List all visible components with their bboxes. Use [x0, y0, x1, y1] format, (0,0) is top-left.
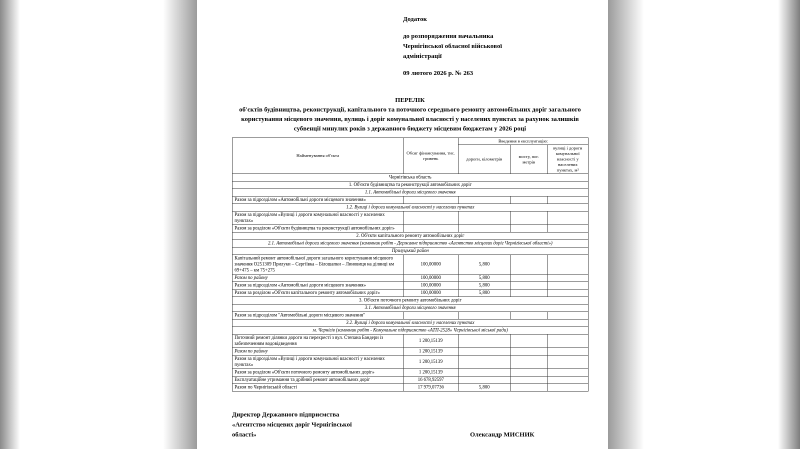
table-row — [232, 355, 588, 369]
table-row — [232, 232, 588, 240]
row-value: 16 678,92597 — [403, 376, 458, 384]
title-subtitle: об'єктів будівництва, реконструкції, капітального та поточного середнього ремонту автомобільних доріг загального користування місцевого значення, вулиць і доріг комунальної власності у населених пунктах за рахунок залишків субвенції минулих років з державного бюджету місцевим бюджетам у 2026 році — [239, 105, 581, 132]
table-row — [232, 304, 588, 312]
row-label: 3.2. Вулиці і дороги комунальної власності у населених пунктах — [232, 319, 588, 327]
table-row — [232, 319, 588, 327]
row-label: Разом за підрозділом «Автомобільні дороги місцевого значення» — [232, 196, 403, 204]
table-row — [232, 247, 588, 255]
row-value — [547, 355, 588, 369]
row-value — [510, 355, 547, 369]
row-value — [458, 196, 510, 204]
table-row — [232, 181, 588, 189]
row-value: 17 979,07736 — [403, 384, 458, 392]
row-value — [403, 225, 458, 233]
row-value — [510, 282, 547, 290]
col-header-bridge-m: мосту, пог. метрів — [510, 145, 547, 174]
row-label: Поточний ремонт ділянки дороги на перехресті з вул. Степана Бандери із забезпеченням водовідведення — [232, 334, 403, 348]
row-label: Разом за підрозділом «Вулиці і дороги комунальної власності у населених пунктах» — [232, 211, 403, 225]
row-value — [510, 334, 547, 348]
row-value — [547, 282, 588, 290]
signer-name: Олександр МИСНИК — [470, 430, 535, 438]
order-date-number: 09 лютого 2026 р. № 263 — [403, 69, 474, 77]
table-row — [232, 274, 588, 282]
row-value: 5,800 — [458, 289, 510, 297]
row-value: 1 200,15139 — [403, 334, 458, 348]
row-value — [510, 211, 547, 225]
row-value — [458, 369, 510, 377]
row-label: Разом за підрозділом «Автомобільні дороги місцевого значення» — [232, 282, 403, 290]
table-row — [232, 384, 588, 392]
row-label: 2.1. Автомобільні дороги місцевого значення (замовник робіт - Державне підприємство «Агентство місцевих доріг Чернігівської області») — [232, 240, 588, 248]
row-value — [547, 289, 588, 297]
screen-edge-left — [0, 0, 20, 449]
table-row — [232, 334, 588, 348]
col-header-financing: Обсяг фінансування, тис. гривень — [403, 138, 458, 174]
row-label: Разом по району — [232, 274, 403, 282]
header-line: Додаток — [403, 15, 428, 23]
row-label: Разом за розділом «Об'єкти капітального ремонту автомобільних доріг» — [232, 289, 403, 297]
table-row — [232, 196, 588, 204]
title-heading: ПЕРЕЛІК — [395, 96, 425, 104]
row-value — [403, 312, 458, 320]
row-label: Разом по району — [232, 348, 403, 356]
row-value — [458, 348, 510, 356]
col-header-name: Найменування об'єкта — [232, 138, 403, 174]
row-value — [458, 355, 510, 369]
row-value — [547, 274, 588, 282]
table-row — [232, 174, 588, 182]
row-value — [547, 376, 588, 384]
row-value: 100,00000 — [403, 274, 458, 282]
table-row — [232, 204, 588, 212]
row-label: Разом за підрозділом "Автомобільні дороги місцевого значення" — [232, 312, 403, 320]
row-label: Разом за розділом «Об'єкти поточного ремонту автомобільних доріг» — [232, 369, 403, 377]
row-value — [510, 376, 547, 384]
row-value: 1 200,15139 — [403, 348, 458, 356]
table-row — [232, 189, 588, 197]
row-label: Разом по Чернігівській області — [232, 384, 403, 392]
document-title — [232, 95, 588, 133]
row-value — [547, 348, 588, 356]
row-value — [547, 225, 588, 233]
table-row — [232, 297, 588, 305]
row-value — [547, 255, 588, 275]
row-value — [458, 211, 510, 225]
row-value: 1 200,15139 — [403, 355, 458, 369]
table-body — [232, 174, 588, 392]
table-header-row — [232, 138, 588, 145]
table-row — [232, 289, 588, 297]
header-line: до розпорядження начальника — [403, 32, 494, 40]
row-value — [547, 384, 588, 392]
row-value — [510, 255, 547, 275]
header-right-block — [403, 14, 588, 78]
row-value — [510, 384, 547, 392]
row-value — [403, 196, 458, 204]
header-line: адміністрації — [403, 52, 442, 60]
row-value — [458, 376, 510, 384]
row-value — [510, 312, 547, 320]
row-label: м. Чернігів (замовник робіт - Комунальне підприємство «АТП-2528» Чернігівської міської ради) — [232, 327, 588, 335]
row-value — [510, 274, 547, 282]
page-shadow-left — [163, 0, 197, 449]
row-value — [547, 211, 588, 225]
col-header-roads-km: дороги, кілометрів — [458, 145, 510, 174]
table-row — [232, 282, 588, 290]
row-label: 3.1. Автомобільні дороги місцевого значення — [232, 304, 588, 312]
row-label: 2. Об'єкти капітального ремонту автомобільних доріг — [232, 232, 588, 240]
table-row — [232, 376, 588, 384]
row-label: Прилуцький район — [232, 247, 588, 255]
row-value — [547, 334, 588, 348]
row-label: 3. Об'єкти поточного ремонту автомобільних доріг — [232, 297, 588, 305]
row-value — [510, 196, 547, 204]
row-value: 5,800 — [458, 282, 510, 290]
row-value — [458, 312, 510, 320]
row-label: Капітальний ремонт автомобільної дороги загального користування місцевого значення О251309 Прилуки – Сергіївка – Білошапки – Линовиця на ділянці км 69+475 – км 75+275 — [232, 255, 403, 275]
objects-table — [232, 138, 589, 392]
row-value — [547, 196, 588, 204]
table-row — [232, 348, 588, 356]
table-row — [232, 369, 588, 377]
row-label: 1.2. Вулиці і дороги комунальної власності у населених пунктах — [232, 204, 588, 212]
row-value — [510, 225, 547, 233]
row-value — [547, 369, 588, 377]
signer-position: Директор Державного підприємства «Агентство місцевих доріг Чернігівської області» — [232, 410, 352, 438]
row-label: 1. Об'єкти будівництва та реконструкції автомобільних доріг — [232, 181, 588, 189]
col-header-commissioning: Введення в експлуатацію: — [458, 138, 588, 145]
row-value — [458, 334, 510, 348]
row-label: Разом за розділом «Об'єкти будівництва та реконструкції автомобільних доріг» — [232, 225, 403, 233]
row-label: 1.1. Автомобільні дороги місцевого значення — [232, 189, 588, 197]
row-value — [547, 312, 588, 320]
row-label: Експлуатаційне утримання та дрібний ремонт автомобільних доріг — [232, 376, 403, 384]
row-value: 100,00000 — [403, 255, 458, 275]
table-row — [232, 211, 588, 225]
row-value: 100,00000 — [403, 289, 458, 297]
row-value: 100,00000 — [403, 282, 458, 290]
row-value: 1 200,15139 — [403, 369, 458, 377]
row-value — [510, 348, 547, 356]
row-value: 5,800 — [458, 274, 510, 282]
header-line: Чернігівської обласної військової — [403, 42, 503, 50]
col-header-streets-m2: вулиці і дороги комунальної власності у населених пунктах, м² — [547, 145, 588, 174]
table-row — [232, 255, 588, 275]
signature-block — [232, 410, 588, 440]
row-value — [510, 289, 547, 297]
document-page — [197, 0, 608, 449]
row-value: 5,800 — [458, 384, 510, 392]
table-row — [232, 327, 588, 335]
table-row — [232, 225, 588, 233]
row-value: 5,800 — [458, 255, 510, 275]
page-shadow-right — [608, 0, 644, 449]
row-value — [510, 369, 547, 377]
table-row — [232, 240, 588, 248]
screen-edge-right — [778, 0, 800, 449]
row-value — [403, 211, 458, 225]
row-label: Разом за підрозділом «Вулиці і дороги комунальної власності у населених пунктах» — [232, 355, 403, 369]
table-header — [232, 138, 588, 174]
table-row — [232, 312, 588, 320]
row-label: Чернігівська область — [232, 174, 588, 182]
row-value — [458, 225, 510, 233]
